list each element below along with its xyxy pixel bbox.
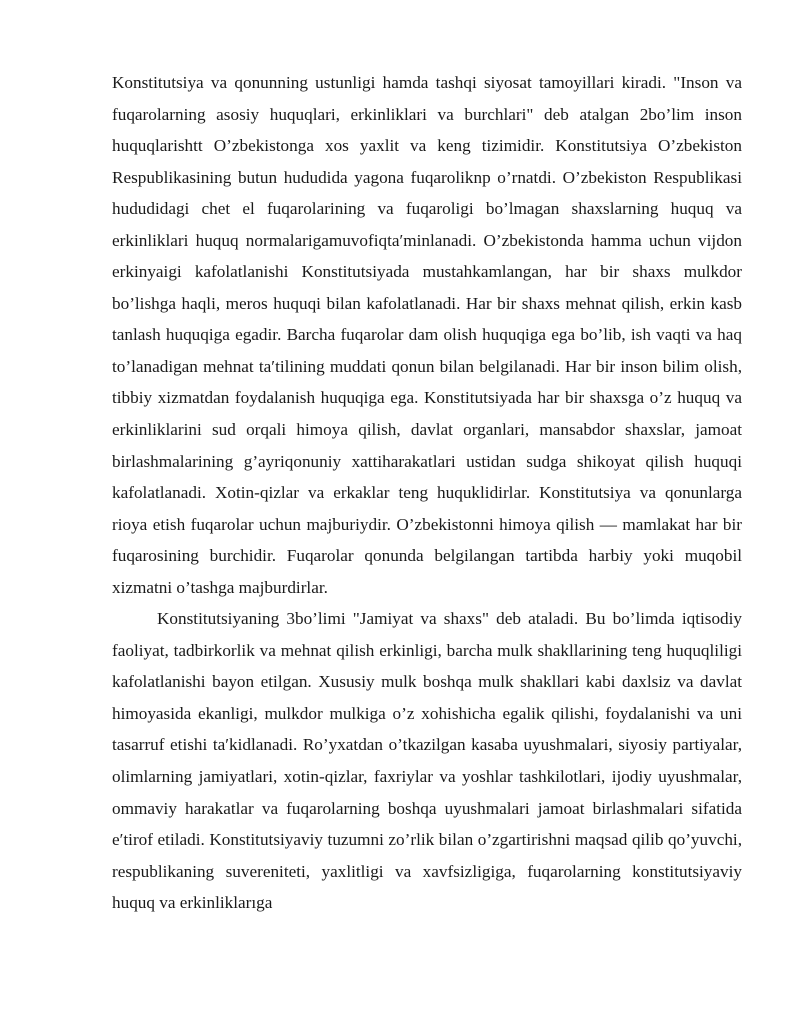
paragraph-1: Konstitutsiya va qonunning ustunligi hamda tashqi siyosat tamoyillari kiradi. "Inson va fuqarolarning asosiy huquqlari, erkinliklari va burchlari" deb atalgan 2bo’lim inson huquqlarishtt O’zbekistonga xos yaxlit va keng tizimidir. Konstitutsiya O’zbekiston Respublikasining butun hududida yagona fuqaroliknp o’rnatdi. O’zbekiston Respublikasi hududidagi chet el fuqarolarining va fuqaroligi bo’lmagan shaxslarning huquq va erkinliklari huquq normalarigamuvofiqtaʹminlanadi. O’zbekistonda hamma uchun vijdon erkinyaigi kafolatlanishi Konstitutsiyada mustahkamlangan, har bir shaxs mulkdor bo’lishga haqli, meros huquqi bilan kafolatlanadi. Har bir shaxs mehnat qilish, erkin kasb tanlash huquqiga egadir. Barcha fuqarolar dam olish huquqiga ega bo’lib, ish vaqti va haq to’lanadigan mehnat taʹtilining muddati qonun bilan belgilanadi. Har bir inson bilim olish, tibbiy xizmatdan foydalanish huquqiga ega. Konstitutsiyada har bir shaxsga o’z huquq va erkinliklarini sud orqali himoya qilish, davlat organlari, mansabdor shaxslar, jamoat birlashmalarining g’ayriqonuniy xattiharakatlari ustidan sudga shikoyat qilish huquqi kafolatlanadi. Xotin-qizlar va erkaklar teng huquklidirlar. Konstitutsiya va qonunlarga rioya etish fuqarolar uchun majburiydir. O’zbekistonni himoya qilish — mamlakat har bir fuqarosining burchidir. Fuqarolar qonunda belgilangan tartibda harbiy yoki muqobil xizmatni o’tashga majburdirlar.: [112, 73, 742, 597]
document-body: [112, 67, 742, 919]
paragraph-2: Konstitutsiyaning 3bo’limi "Jamiyat va shaxs" deb ataladi. Bu bo’limda iqtisodiy faoliyat, tadbirkorlik va mehnat qilish erkinligi, barcha mulk shakllarining teng huquqliligi kafolatlanishi bayon etilgan. Xususiy mulk boshqa mulk shakllari kabi daxlsiz va davlat himoyasida ekanligi, mulkdor mulkiga o’z xohishicha egalik qilishi, foydalanishi va uni tasarruf etishi taʹkidlanadi. Ro’yxatdan o’tkazilgan kasaba uyushmalari, siyosiy partiyalar, olimlarning jamiyatlari, xotin-qizlar, faxriylar va yoshlar tashkilotlari, ijodiy uyushmalar, ommaviy harakatlar va fuqarolarning boshqa uyushmalari jamoat birlashmalari sifatida eʹtirof etiladi. Konstitutsiyaviy tuzumni zo’rlik bilan o’zgartirishni maqsad qilib qo’yuvchi, respublikaning suvereniteti, yaxlitligi va xavfsizligiga, fuqarolarning konstitutsiyaviy huquq va erkinliklarıga: [112, 609, 742, 913]
